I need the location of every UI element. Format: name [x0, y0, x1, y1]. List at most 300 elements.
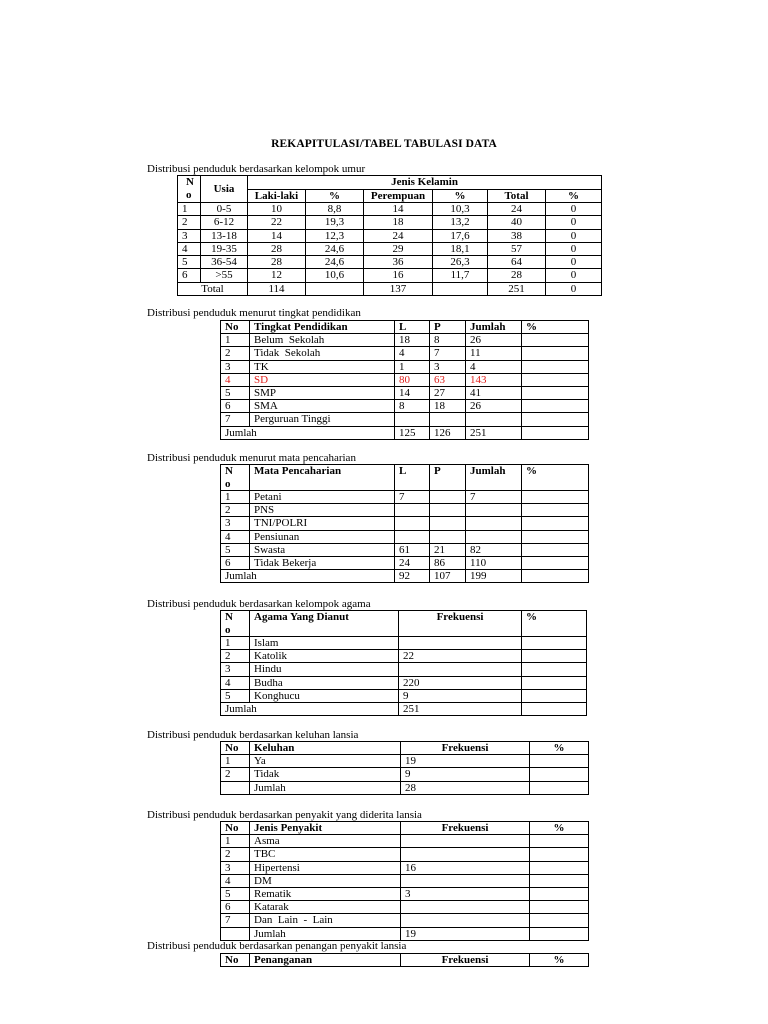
cell — [522, 703, 587, 716]
cell: Jumlah — [221, 703, 399, 716]
cell: Pensiunan — [250, 530, 395, 543]
cell — [522, 663, 587, 676]
cell: Perguruan Tinggi — [250, 413, 395, 426]
header-col: % — [433, 189, 488, 203]
cell: 36-54 — [201, 256, 248, 269]
caption-education: Distribusi penduduk menurut tingkat pendidikan — [147, 307, 361, 319]
cell — [530, 888, 589, 901]
cell — [522, 530, 589, 543]
cell: Tidak Sekolah — [250, 347, 395, 360]
cell: 26 — [466, 334, 522, 347]
cell — [433, 282, 488, 295]
cell: 6 — [178, 269, 201, 282]
cell: 24 — [395, 557, 430, 570]
table-row — [178, 216, 602, 229]
cell: 2 — [221, 768, 250, 781]
table-row — [221, 530, 589, 543]
cell — [430, 413, 466, 426]
table-row — [221, 387, 589, 400]
cell: DM — [250, 874, 401, 887]
cell: Total — [178, 282, 248, 295]
header-jenis-kelamin: Jenis Kelamin — [248, 176, 602, 190]
table-row — [178, 229, 602, 242]
cell: 114 — [248, 282, 306, 295]
table-disease — [220, 821, 589, 941]
cell — [522, 517, 589, 530]
cell: 14 — [248, 229, 306, 242]
cell: 1 — [221, 334, 250, 347]
cell: 36 — [364, 256, 433, 269]
cell: 38 — [488, 229, 546, 242]
cell: 22 — [248, 216, 306, 229]
cell — [466, 504, 522, 517]
cell — [530, 901, 589, 914]
caption-disease: Distribusi penduduk berdasarkan penyakit yang diderita lansia — [147, 809, 422, 821]
cell: 18 — [364, 216, 433, 229]
cell — [401, 835, 530, 848]
table-row — [221, 347, 589, 360]
cell: 28 — [248, 256, 306, 269]
table-row — [221, 848, 589, 861]
header-no: N o — [221, 611, 250, 637]
cell — [522, 637, 587, 650]
table-row — [221, 689, 587, 702]
cell — [522, 387, 589, 400]
cell: 57 — [488, 242, 546, 255]
header-col: Frekuensi — [401, 954, 530, 967]
cell — [430, 530, 466, 543]
header-col: P — [430, 321, 466, 334]
cell: 2 — [178, 216, 201, 229]
cell — [401, 874, 530, 887]
cell: 9 — [401, 768, 530, 781]
caption-occupation: Distribusi penduduk menurut mata pencaharian — [147, 452, 356, 464]
cell: 2 — [221, 848, 250, 861]
table-row — [221, 517, 589, 530]
cell: 19,3 — [306, 216, 364, 229]
cell: 86 — [430, 557, 466, 570]
cell — [530, 768, 589, 781]
cell: 41 — [466, 387, 522, 400]
cell: 18 — [430, 400, 466, 413]
table-row — [221, 874, 589, 887]
table-row — [221, 835, 589, 848]
header-col: % — [522, 321, 589, 334]
cell: 17,6 — [433, 229, 488, 242]
total-row — [221, 703, 587, 716]
cell: 7 — [395, 491, 430, 504]
cell: 126 — [430, 426, 466, 439]
table-row — [221, 360, 589, 373]
cell: TK — [250, 360, 395, 373]
header-col: Perempuan — [364, 189, 433, 203]
cell — [522, 360, 589, 373]
cell: 3 — [401, 888, 530, 901]
cell: Hipertensi — [250, 861, 401, 874]
cell — [395, 413, 430, 426]
cell: 11,7 — [433, 269, 488, 282]
table-row — [178, 269, 602, 282]
cell: 3 — [221, 517, 250, 530]
cell: 0 — [546, 203, 602, 216]
cell: 0 — [546, 216, 602, 229]
cell: 10,6 — [306, 269, 364, 282]
header-no: No — [221, 742, 250, 755]
cell: 13-18 — [201, 229, 248, 242]
cell — [522, 689, 587, 702]
table-row — [221, 637, 587, 650]
header-col: % — [530, 742, 589, 755]
header-col: % — [306, 189, 364, 203]
cell: PNS — [250, 504, 395, 517]
cell: 7 — [221, 914, 250, 927]
cell: 3 — [221, 663, 250, 676]
cell: 24 — [488, 203, 546, 216]
cell: 3 — [221, 360, 250, 373]
header-usia: Usia — [201, 176, 248, 203]
table-row — [221, 650, 587, 663]
header-no: N o — [178, 176, 201, 203]
caption-religion: Distribusi penduduk berdasarkan kelompok agama — [147, 598, 371, 610]
table-religion — [220, 610, 587, 716]
cell: 12 — [248, 269, 306, 282]
cell: 0 — [546, 256, 602, 269]
cell: 28 — [248, 242, 306, 255]
cell: 5 — [221, 543, 250, 556]
header-col: Tingkat Pendidikan — [250, 321, 395, 334]
cell: 143 — [466, 373, 522, 386]
cell: TNI/POLRI — [250, 517, 395, 530]
cell — [522, 676, 587, 689]
table-row — [221, 901, 589, 914]
cell: 3 — [178, 229, 201, 242]
cell: 10,3 — [433, 203, 488, 216]
cell — [522, 570, 589, 583]
cell: 1 — [221, 755, 250, 768]
cell: 0 — [546, 229, 602, 242]
cell: 19-35 — [201, 242, 248, 255]
cell — [430, 517, 466, 530]
cell: 199 — [466, 570, 522, 583]
cell — [221, 781, 250, 794]
cell: 5 — [221, 387, 250, 400]
cell — [522, 334, 589, 347]
cell: 19 — [401, 755, 530, 768]
cell: 14 — [364, 203, 433, 216]
cell: Dan Lain - Lain — [250, 914, 401, 927]
cell — [399, 663, 522, 676]
header-col: L — [395, 465, 430, 491]
header-col: Mata Pencaharian — [250, 465, 395, 491]
table-row — [221, 491, 589, 504]
header-col: Penanganan — [250, 954, 401, 967]
header-col: P — [430, 465, 466, 491]
cell: 5 — [221, 689, 250, 702]
cell: 2 — [221, 650, 250, 663]
cell — [530, 781, 589, 794]
total-row — [221, 781, 589, 794]
table-row — [221, 861, 589, 874]
cell: 1 — [221, 835, 250, 848]
cell — [395, 517, 430, 530]
header-col: Laki-laki — [248, 189, 306, 203]
table-row — [221, 413, 589, 426]
cell: 1 — [221, 637, 250, 650]
cell — [522, 504, 589, 517]
cell: 251 — [399, 703, 522, 716]
cell: TBC — [250, 848, 401, 861]
cell: 19 — [401, 927, 530, 940]
table-row — [221, 400, 589, 413]
cell: 2 — [221, 504, 250, 517]
cell: Hindu — [250, 663, 399, 676]
cell: Ya — [250, 755, 401, 768]
cell: 7 — [221, 413, 250, 426]
cell: 5 — [178, 256, 201, 269]
table-row — [221, 676, 587, 689]
cell — [522, 426, 589, 439]
header-no: N o — [221, 465, 250, 491]
cell: Jumlah — [250, 781, 401, 794]
table-complaint — [220, 741, 589, 795]
cell: Belum Sekolah — [250, 334, 395, 347]
cell: 16 — [401, 861, 530, 874]
table-occupation — [220, 464, 589, 583]
cell: Rematik — [250, 888, 401, 901]
cell: Jumlah — [250, 927, 401, 940]
table-row — [178, 256, 602, 269]
cell: 3 — [221, 861, 250, 874]
total-row — [178, 282, 602, 295]
cell: 3 — [430, 360, 466, 373]
cell: 64 — [488, 256, 546, 269]
cell — [401, 901, 530, 914]
cell — [530, 914, 589, 927]
cell: 6 — [221, 400, 250, 413]
cell — [522, 347, 589, 360]
cell — [466, 413, 522, 426]
header-col: Frekuensi — [401, 822, 530, 835]
cell: 18 — [395, 334, 430, 347]
cell: Budha — [250, 676, 399, 689]
cell — [522, 491, 589, 504]
cell: 4 — [466, 360, 522, 373]
cell — [530, 927, 589, 940]
cell: 40 — [488, 216, 546, 229]
cell: 11 — [466, 347, 522, 360]
table-row — [221, 768, 589, 781]
header-col: Keluhan — [250, 742, 401, 755]
cell: 13,2 — [433, 216, 488, 229]
cell — [395, 530, 430, 543]
cell: Swasta — [250, 543, 395, 556]
cell: 8,8 — [306, 203, 364, 216]
cell: SMP — [250, 387, 395, 400]
cell — [522, 650, 587, 663]
cell: 16 — [364, 269, 433, 282]
cell: 251 — [488, 282, 546, 295]
table-row — [221, 504, 589, 517]
cell: 21 — [430, 543, 466, 556]
cell: 1 — [178, 203, 201, 216]
cell: 12,3 — [306, 229, 364, 242]
cell: Tidak Bekerja — [250, 557, 395, 570]
header-col: % — [530, 822, 589, 835]
cell: 28 — [488, 269, 546, 282]
cell: 26,3 — [433, 256, 488, 269]
cell: 63 — [430, 373, 466, 386]
table-row-highlighted — [221, 373, 589, 386]
cell — [530, 835, 589, 848]
cell: Jumlah — [221, 426, 395, 439]
cell: 0 — [546, 269, 602, 282]
cell: 6 — [221, 901, 250, 914]
header-col: % — [546, 189, 602, 203]
header-col: % — [530, 954, 589, 967]
cell: 4 — [221, 530, 250, 543]
cell: 26 — [466, 400, 522, 413]
cell: 110 — [466, 557, 522, 570]
cell: 2 — [221, 347, 250, 360]
total-row — [221, 570, 589, 583]
table-row — [221, 334, 589, 347]
table-treatment — [220, 953, 589, 967]
table-age-distribution — [177, 175, 602, 296]
cell — [530, 861, 589, 874]
cell: 0 — [546, 242, 602, 255]
cell: Jumlah — [221, 570, 395, 583]
cell — [395, 504, 430, 517]
table-row — [221, 663, 587, 676]
cell — [530, 848, 589, 861]
header-col: Frekuensi — [401, 742, 530, 755]
table-row — [221, 755, 589, 768]
cell: 5 — [221, 888, 250, 901]
cell: 6-12 — [201, 216, 248, 229]
cell: 92 — [395, 570, 430, 583]
cell: Konghucu — [250, 689, 399, 702]
table-row — [178, 203, 602, 216]
cell: 80 — [395, 373, 430, 386]
header-col: Agama Yang Dianut — [250, 611, 399, 637]
cell: 107 — [430, 570, 466, 583]
header-col: Jenis Penyakit — [250, 822, 401, 835]
cell: SD — [250, 373, 395, 386]
cell: 4 — [221, 676, 250, 689]
table-row — [221, 914, 589, 927]
cell — [466, 530, 522, 543]
cell: 28 — [401, 781, 530, 794]
cell — [306, 282, 364, 295]
cell — [522, 400, 589, 413]
cell — [221, 927, 250, 940]
cell: 18,1 — [433, 242, 488, 255]
cell: 1 — [395, 360, 430, 373]
cell — [401, 914, 530, 927]
cell: 220 — [399, 676, 522, 689]
cell: 7 — [466, 491, 522, 504]
cell: 14 — [395, 387, 430, 400]
table-row — [178, 242, 602, 255]
cell: 10 — [248, 203, 306, 216]
cell: 4 — [221, 874, 250, 887]
cell: Katarak — [250, 901, 401, 914]
cell: Katolik — [250, 650, 399, 663]
cell: 0-5 — [201, 203, 248, 216]
cell: 4 — [221, 373, 250, 386]
cell — [522, 373, 589, 386]
table-row — [221, 543, 589, 556]
cell: 82 — [466, 543, 522, 556]
header-col: L — [395, 321, 430, 334]
cell: SMA — [250, 400, 395, 413]
cell — [522, 557, 589, 570]
table-row — [221, 557, 589, 570]
page-title: REKAPITULASI/TABEL TABULASI DATA — [271, 138, 497, 150]
table-education — [220, 320, 589, 440]
cell: Petani — [250, 491, 395, 504]
cell: 1 — [221, 491, 250, 504]
cell: 6 — [221, 557, 250, 570]
header-col: Total — [488, 189, 546, 203]
cell: 22 — [399, 650, 522, 663]
caption-treatment: Distribusi penduduk berdasarkan penangan penyakit lansia — [147, 940, 407, 952]
cell — [522, 413, 589, 426]
cell: 8 — [430, 334, 466, 347]
header-no: No — [221, 822, 250, 835]
cell — [401, 848, 530, 861]
header-col: % — [522, 611, 587, 637]
cell: Tidak — [250, 768, 401, 781]
cell: 29 — [364, 242, 433, 255]
header-no: No — [221, 321, 250, 334]
cell: 4 — [395, 347, 430, 360]
cell: 24 — [364, 229, 433, 242]
header-col: Jumlah — [466, 321, 522, 334]
cell: 24,6 — [306, 256, 364, 269]
cell — [430, 491, 466, 504]
table-row — [221, 888, 589, 901]
cell: 4 — [178, 242, 201, 255]
cell — [430, 504, 466, 517]
cell: 9 — [399, 689, 522, 702]
header-col: % — [522, 465, 589, 491]
total-row — [221, 426, 589, 439]
cell: 251 — [466, 426, 522, 439]
cell: 8 — [395, 400, 430, 413]
caption-complaint: Distribusi penduduk berdasarkan keluhan lansia — [147, 729, 359, 741]
header-col: Jumlah — [466, 465, 522, 491]
cell — [530, 755, 589, 768]
caption-age: Distribusi penduduk berdasarkan kelompok umur — [147, 163, 366, 175]
cell — [399, 637, 522, 650]
header-no: No — [221, 954, 250, 967]
cell: 27 — [430, 387, 466, 400]
cell — [522, 543, 589, 556]
cell: Islam — [250, 637, 399, 650]
cell — [466, 517, 522, 530]
cell: 0 — [546, 282, 602, 295]
header-col: Frekuensi — [399, 611, 522, 637]
cell: Asma — [250, 835, 401, 848]
cell: 125 — [395, 426, 430, 439]
cell — [530, 874, 589, 887]
cell: >55 — [201, 269, 248, 282]
cell: 7 — [430, 347, 466, 360]
total-row — [221, 927, 589, 940]
cell: 24,6 — [306, 242, 364, 255]
cell: 137 — [364, 282, 433, 295]
